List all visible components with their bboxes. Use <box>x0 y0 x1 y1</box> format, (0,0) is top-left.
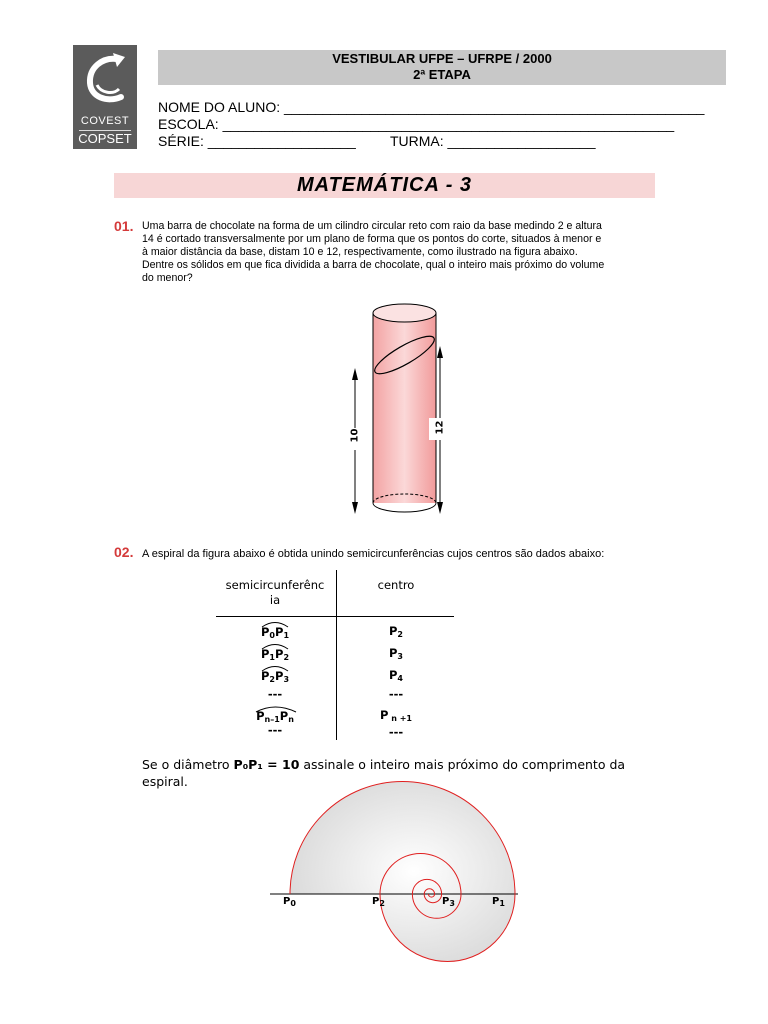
question-2-text: A espiral da figura abaixo é obtida unindo semicircunferências cujos centros são dados abaixo: <box>142 548 605 560</box>
table-row-arc-2: $P_1P_2$ <box>260 647 290 662</box>
point-p3: $P_3$ <box>442 896 455 908</box>
table-row-center-n: P $_{n +1}$ <box>380 708 412 723</box>
question-number-2: 02. <box>114 544 134 560</box>
table-row-arc-n: $P_{n-1}P_n$ <box>256 709 294 724</box>
logo-text-top: COVEST <box>80 115 130 127</box>
table-row-center-1: $P_2$ <box>388 624 403 639</box>
table-row-arc-1: $P_0P_1$ <box>260 625 290 640</box>
field-nome[interactable]: NOME DO ALUNO: ______________________________________________________ <box>158 99 705 115</box>
label-10: 10 <box>349 428 361 443</box>
question-number-1: 01. <box>114 218 134 234</box>
table-row-center-ellipsis-2: --- <box>388 725 404 739</box>
table-row-center-ellipsis: --- <box>388 687 404 701</box>
logo-text-bottom: COPSET <box>78 131 132 146</box>
q1-line: Dentre os sólidos em que fica dividida a barra de chocolate, qual o inteiro mais próximo do volume <box>142 259 605 271</box>
subject-title: MATEMÁTICA - 3 <box>114 173 655 198</box>
field-turma[interactable]: TURMA: ___________________ <box>390 133 596 149</box>
table-header-centro: centro <box>377 578 415 592</box>
field-escola[interactable]: ESCOLA: __________________________________________________________ <box>158 116 675 132</box>
table-row-arc-ellipsis: --- <box>267 687 283 701</box>
q1-line: 14 é cortado transversalmente por um plano de forma que os pontos do corte, situados à menor e <box>142 233 602 245</box>
header-line1: VESTIBULAR UFPE – UFRPE / 2000 <box>332 51 552 66</box>
point-p1: $P_1$ <box>492 896 505 908</box>
point-p0: $P_0$ <box>283 896 296 908</box>
table-row-center-2: $P_3$ <box>388 646 403 661</box>
point-p2: $P_2$ <box>372 896 385 908</box>
table-row-arc-3: $P_2P_3$ <box>260 669 290 684</box>
field-serie[interactable]: SÉRIE: ___________________ <box>158 133 356 149</box>
table-row-center-3: $P_4$ <box>388 668 403 683</box>
table-header-semicircunferencia: semicircunferênc ia <box>225 578 325 607</box>
label-12: 12 <box>434 420 446 435</box>
q1-line: à maior distância da base, distam 10 e 12, respectivamente, como ilustrado na figura abaixo. <box>142 246 578 258</box>
question-2-prompt: Se o diâmetro P₀P₁ = 10 assinale o inteiro mais próximo do comprimento da espiral. <box>142 757 626 789</box>
q1-line: do menor? <box>142 272 193 284</box>
q1-line: Uma barra de chocolate na forma de um cilindro circular reto com raio da base medindo 2 e altura <box>142 220 602 232</box>
table-row-arc-ellipsis-2: --- <box>267 723 283 737</box>
header-line2: 2ª ETAPA <box>413 67 471 82</box>
